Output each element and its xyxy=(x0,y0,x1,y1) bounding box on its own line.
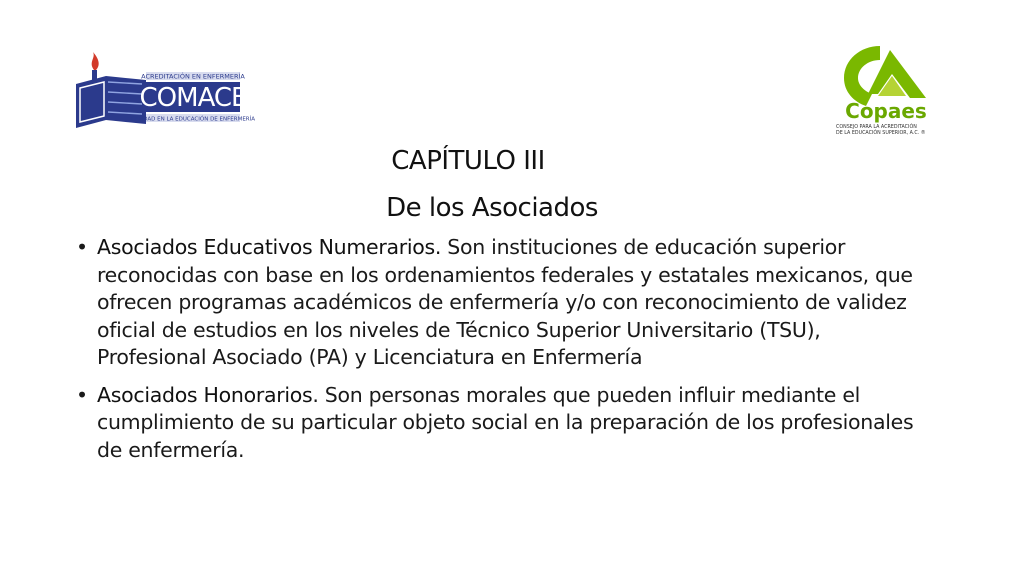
list-item xyxy=(74,234,924,372)
bullet-text: Son instituciones de educación superior reconocidas con base en los ordenamientos federales y estatales mexicanos, que ofrecen programas académicos de enfermería y/o con reconocimiento de validez oficial de estudios en los niveles de Técnico Superior Universitario (TSU), Profesional Asociado (PA) y Licenciatura en Enfermería xyxy=(97,235,913,369)
copaes-logo xyxy=(830,36,950,140)
bullet-text: . Son personas morales que pueden influir mediante el cumplimiento de su particular objeto social en la preparación de los profesionales de enfermería. xyxy=(97,382,914,462)
section-subtitle: De los Asociados xyxy=(386,193,598,223)
bullet-icon: • xyxy=(76,382,88,407)
copaes-wordmark: Copaes xyxy=(845,99,927,123)
copaes-line2: DE LA EDUCACIÓN SUPERIOR, A.C. ® xyxy=(836,131,926,136)
comace-wordmark: COMACE xyxy=(139,83,247,113)
comace-bottom-text: CALIDAD EN LA EDUCACIÓN DE ENFERMERÍA xyxy=(130,116,256,123)
bullet-term: Asociados Honorarios xyxy=(97,382,313,407)
bullet-icon: • xyxy=(76,235,88,259)
list-item xyxy=(74,382,924,465)
comace-logo xyxy=(66,46,256,134)
copaes-line1: CONSEJO PARA LA ACREDITACIÓN xyxy=(836,125,917,130)
comace-top-text: ACREDITACIÓN EN ENFERMERÍA xyxy=(141,72,245,81)
bullet-term: Asociados Educativos Numerarios. xyxy=(97,235,442,259)
bullet-list xyxy=(74,234,924,474)
chapter-title: CAPÍTULO III xyxy=(391,146,545,176)
